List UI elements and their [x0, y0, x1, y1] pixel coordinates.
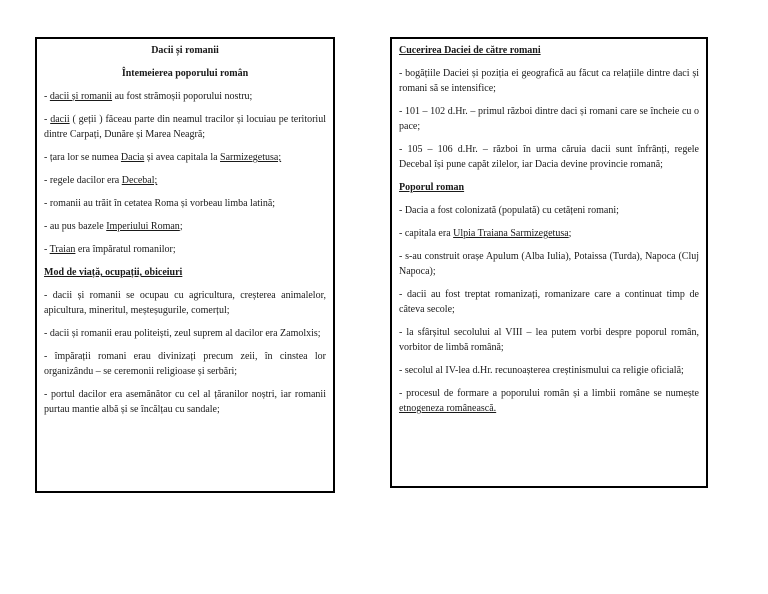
left-card — [35, 37, 335, 493]
list-item: - dacii și romanii erau politeiști, zeul suprem al dacilor era Zamolxis; — [44, 328, 321, 339]
list-item: - capitala era Ulpia Traiana Sarmizegetusa; — [399, 228, 572, 239]
list-item: - la sfârșitul secolului al VIII – lea putem vorbi despre poporul român, vorbitor de limbă română; — [399, 327, 699, 353]
list-item: - regele dacilor era Decebal; — [44, 175, 158, 186]
list-item: - au pus bazele Imperiului Roman; — [44, 221, 183, 232]
list-item: - s-au construit orașe Apulum (Alba Iulia), Potaissa (Turda), Napoca (Cluj Napoca); — [399, 251, 699, 277]
list-item: - portul dacilor era asemănător cu cel al țăranilor noștri, iar romanii purtau mantie albă și se încălțau cu sandale; — [44, 389, 326, 415]
section-heading: Mod de viață, ocupații, obiceiuri — [44, 267, 183, 278]
list-item: - bogățiile Daciei și poziția ei geografică au făcut ca relațiile dintre daci și romani să se intensifice; — [399, 68, 699, 94]
list-item: - 101 – 102 d.Hr. – primul război dintre daci și romani care se încheie cu o pace; — [399, 106, 699, 132]
section-heading: Poporul roman — [399, 182, 465, 193]
list-item: - dacii și romanii au fost strămoșii poporului nostru; — [44, 91, 253, 102]
list-item: - romanii au trăit în cetatea Roma și vorbeau limba latină; — [44, 198, 276, 209]
left-subtitle: Întemeierea poporului român — [121, 68, 249, 79]
left-title: Dacii și romanii — [151, 45, 219, 56]
section-heading: Cucerirea Daciei de către romani — [399, 45, 541, 56]
right-card — [390, 37, 708, 488]
list-item: - dacii ( geții ) făceau parte din neamul tracilor și locuiau pe teritoriul dintre Carpați, Dunăre și Marea Neagră; — [44, 114, 326, 140]
list-item: - dacii au fost treptat romanizați, romanizare care a continuat timp de câteva secole; — [399, 289, 699, 315]
list-item: - dacii și romanii se ocupau cu agricultura, creșterea animalelor, apicultura, mineritul, meșteșugurile, comerțul; — [44, 290, 326, 316]
list-item: - 105 – 106 d.Hr. – război în urma căruia dacii sunt înfrânți, regele Decebal își pune capăt zilelor, iar Dacia devine provincie romană; — [399, 144, 699, 170]
list-item: - împărații romani erau divinizați precum zeii, în cinstea lor organizându – se ceremonii religioase și serbări; — [44, 351, 326, 377]
list-item: - țara lor se numea Dacia și avea capitala la Sarmizegetusa; — [44, 152, 282, 163]
list-item: - procesul de formare a poporului român și a limbii române se numește etnogeneza românească. — [399, 388, 699, 414]
list-item: - secolul al IV-lea d.Hr. recunoașterea creștinismului ca religie oficială; — [399, 365, 684, 376]
list-item: - Dacia a fost colonizată (populată) cu cetățeni romani; — [399, 205, 619, 216]
list-item: - Traian era împăratul romanilor; — [44, 244, 176, 255]
